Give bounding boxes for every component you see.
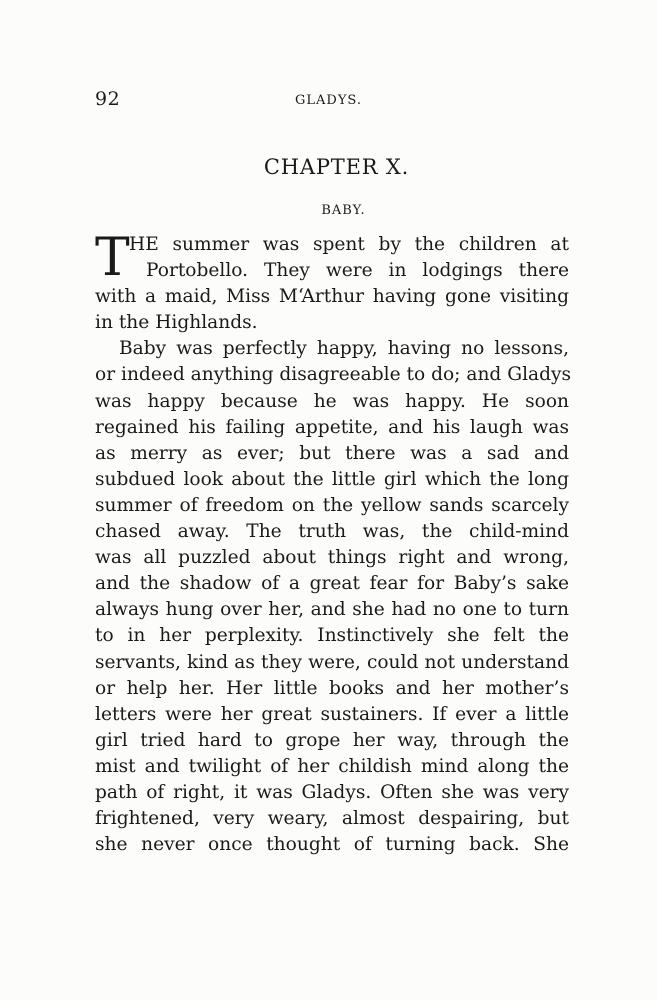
drop-cap: T	[95, 228, 130, 288]
text-line: Baby was perfectly happy, having no lessons,	[119, 338, 569, 360]
text-line: HE summer was spent by the children at	[129, 234, 569, 255]
text-line: or help her. Her little books and her mother’s	[95, 677, 569, 699]
text-line: letters were her great sustainers. If ever a little	[95, 703, 569, 725]
text-line: she never once thought of turning back. She	[95, 834, 569, 856]
page-header	[95, 88, 575, 114]
text-line: path of right, it was Gladys. Often she was very	[95, 781, 569, 803]
text-line: servants, kind as they were, could not understand	[95, 651, 569, 673]
text-line: Portobello. They were in lodgings there	[146, 260, 569, 282]
text-line: or indeed anything disagreeable to do; and Gladys	[95, 364, 572, 386]
text-line: was all puzzled about things right and wrong,	[95, 547, 569, 569]
text-line: frightened, very weary, almost despairing, but	[95, 808, 569, 830]
chapter-subtitle: BABY.	[321, 203, 366, 218]
text-line: with a maid, Miss M‘Arthur having gone visiting	[95, 286, 569, 308]
text-line: mist and twilight of her childish mind along the	[95, 755, 569, 777]
text-line: was happy because he was happy. He soon	[95, 390, 569, 412]
page-number: 92	[95, 88, 121, 110]
text-line: in the Highlands.	[95, 312, 258, 334]
chapter-title: CHAPTER X.	[263, 155, 410, 179]
text-line: as merry as ever; but there was a sad and	[95, 442, 569, 464]
text-line: girl tried hard to grope her way, through the	[95, 729, 569, 751]
text-line: regained his failing appetite, and his laugh was	[95, 416, 569, 438]
text-line: subdued look about the little girl which the long	[95, 468, 569, 490]
text-line: summer of freedom on the yellow sands scarcely	[95, 494, 569, 516]
chapter-body	[95, 228, 572, 858]
running-title: GLADYS.	[295, 93, 362, 108]
text-line: always hung over her, and she had no one to turn	[95, 599, 569, 621]
text-line: and the shadow of a great fear for Baby’s sake	[95, 573, 569, 595]
text-line: chased away. The truth was, the child-mind	[95, 521, 569, 543]
text-line: to in her perplexity. Instinctively she felt the	[95, 625, 569, 647]
